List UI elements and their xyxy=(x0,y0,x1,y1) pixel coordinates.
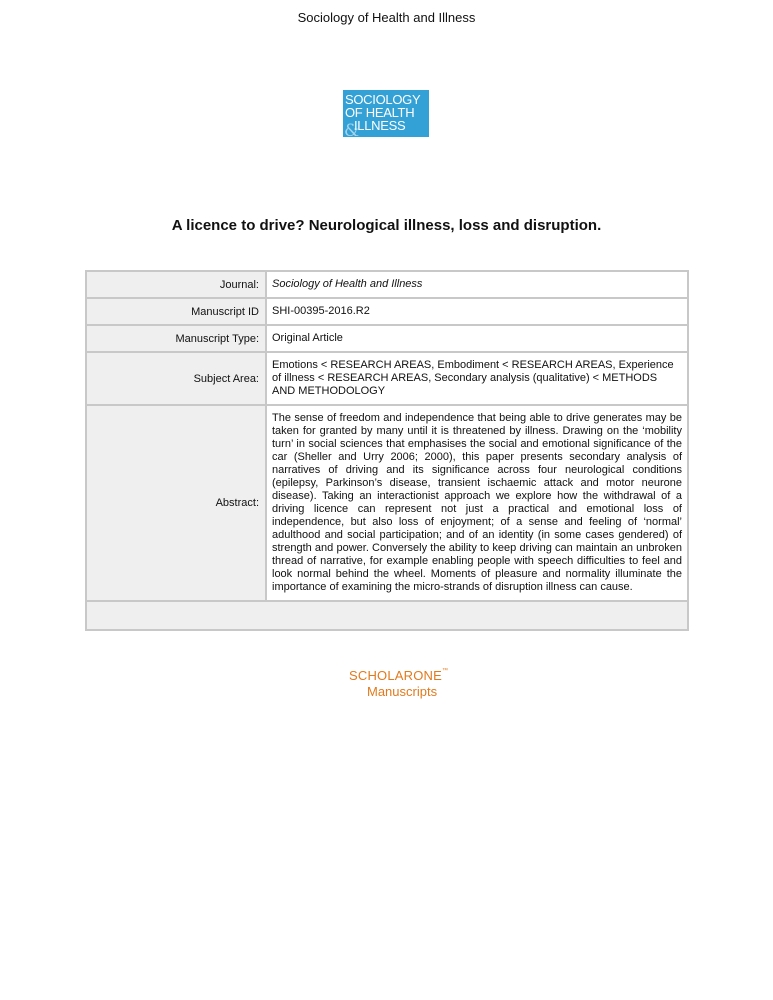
subject-area-label: Subject Area: xyxy=(87,353,265,404)
scholarone-wordmark xyxy=(349,668,469,683)
running-header: Sociology of Health and Illness xyxy=(297,10,476,25)
logo-line-3-text: ILLNESS xyxy=(354,118,406,133)
manuscript-type-label: Manuscript Type: xyxy=(87,326,265,351)
manuscripts-wordmark: Manuscripts xyxy=(367,684,438,699)
logo-ampersand: & xyxy=(344,121,359,137)
manuscript-id-row xyxy=(87,299,687,324)
manuscript-type-row xyxy=(87,326,687,351)
abstract-row xyxy=(87,406,687,600)
subject-area-row xyxy=(87,353,687,404)
scholarone-logo xyxy=(349,668,469,699)
logo-line-3 xyxy=(344,118,429,137)
manuscript-id-value: SHI-00395-2016.R2 xyxy=(267,299,687,324)
scholarone-brand-text: SCHOLARONE xyxy=(349,668,443,683)
article-title: A licence to drive? Neurological illness, loss and disruption. xyxy=(171,217,602,234)
journal-value: Sociology of Health and Illness xyxy=(267,272,687,297)
manuscript-info-table xyxy=(85,270,689,631)
abstract-value: The sense of freedom and independence that being able to drive generates may be taken for granted by many until it is threatened by illness. Drawing on the ‘mobility turn’ in social sciences that emphasises the social and emotional significance of the car (Sheller and Urry 2006; 2000), this paper presents secondary analysis of narratives of driving and its significance across four neurological conditions (epilepsy, Parkinson’s disease, transient ischaemic attack and motor neurone disease). Taking an interactionist approach we explore how the withdrawal of a driving licence can represent not just a practical and emotional loss of independence, but also loss of enjoyment; of a sense and feeling of ‘normal’ adulthood and social participation; and of an identity (in some cases gendered) of strength and power. Conversely the ability to keep driving can maintain an unbroken thread of narrative, for example enabling people with speech difficulties to feel and look normal behind the wheel. Moments of pleasure and normality illuminate the importance of examining the micro-strands of disruption illness can cause. xyxy=(267,406,687,600)
journal-label: Journal: xyxy=(87,272,265,297)
manuscript-type-value: Original Article xyxy=(267,326,687,351)
blank-cell xyxy=(87,602,687,629)
logo-line-2: OF HEALTH xyxy=(345,105,415,120)
manuscript-id-label: Manuscript ID xyxy=(87,299,265,324)
logo-line-1: SOCIOLOGY xyxy=(345,92,421,107)
subject-area-value: Emotions < RESEARCH AREAS, Embodiment < RESEARCH AREAS, Experience of illness < RESEARCH AREAS, Secondary analysis (qualitative) < METHODS AND METHODOLOGY xyxy=(267,353,687,404)
journal-row xyxy=(87,272,687,297)
journal-logo xyxy=(343,90,429,137)
trademark-symbol: ™ xyxy=(442,668,449,674)
abstract-label: Abstract: xyxy=(87,406,265,600)
blank-row xyxy=(87,602,687,629)
